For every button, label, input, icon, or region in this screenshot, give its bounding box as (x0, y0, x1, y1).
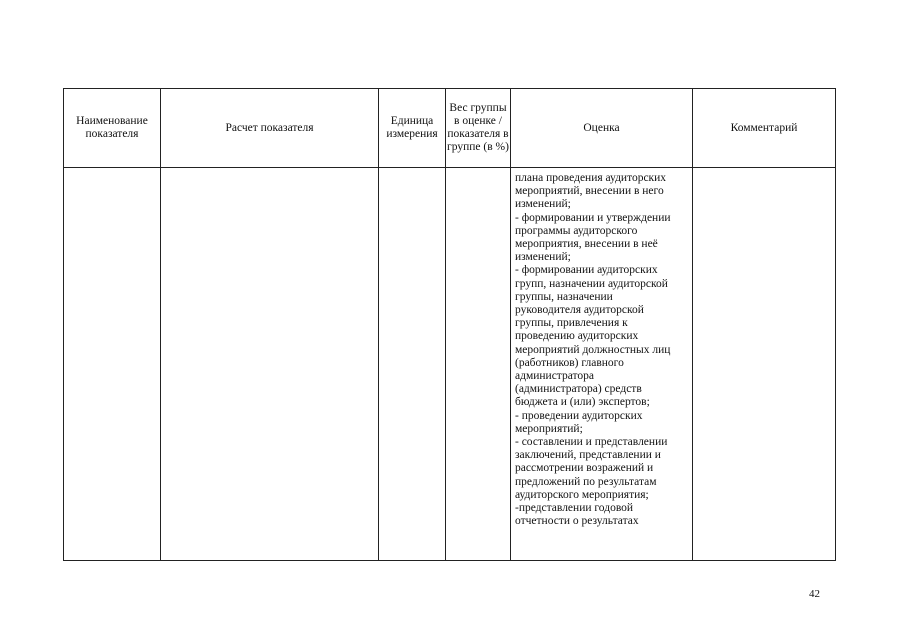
cell-calculation (161, 168, 379, 561)
table-header-row (64, 89, 836, 168)
header-indicator-name: Наименование показателя (64, 89, 161, 168)
cell-weight (446, 168, 511, 561)
header-assessment: Оценка (511, 89, 693, 168)
page-number: 42 (809, 588, 820, 600)
cell-unit (379, 168, 446, 561)
assessment-text: плана проведения аудиторских мероприятий, внесении в него изменений; - формировании и утверждении программы аудиторского мероприятия, внесении в неё изменений; - формировании аудиторских групп, назначении аудиторской группы, назначении руководителя аудиторской группы, привлечения к проведению аудиторских мероприятий должностных лиц (работников) главного администратора (администратора) средств бюджета и (или) экспертов; - проведении аудиторских мероприятий; - составлении и представлении заключений, представлении и рассмотрении возражений и предложений по результатам аудиторского мероприятия; -представлении годовой отчетности о результатах (515, 172, 671, 528)
table-row (64, 168, 836, 561)
indicator-table (63, 88, 836, 561)
header-weight: Вес группы в оценке / показателя в группе (в %) (446, 89, 511, 168)
header-unit: Единица измерения (379, 89, 446, 168)
header-calculation: Расчет показателя (161, 89, 379, 168)
cell-comment (693, 168, 836, 561)
header-comment: Комментарий (693, 89, 836, 168)
cell-assessment (511, 168, 693, 561)
cell-indicator-name (64, 168, 161, 561)
